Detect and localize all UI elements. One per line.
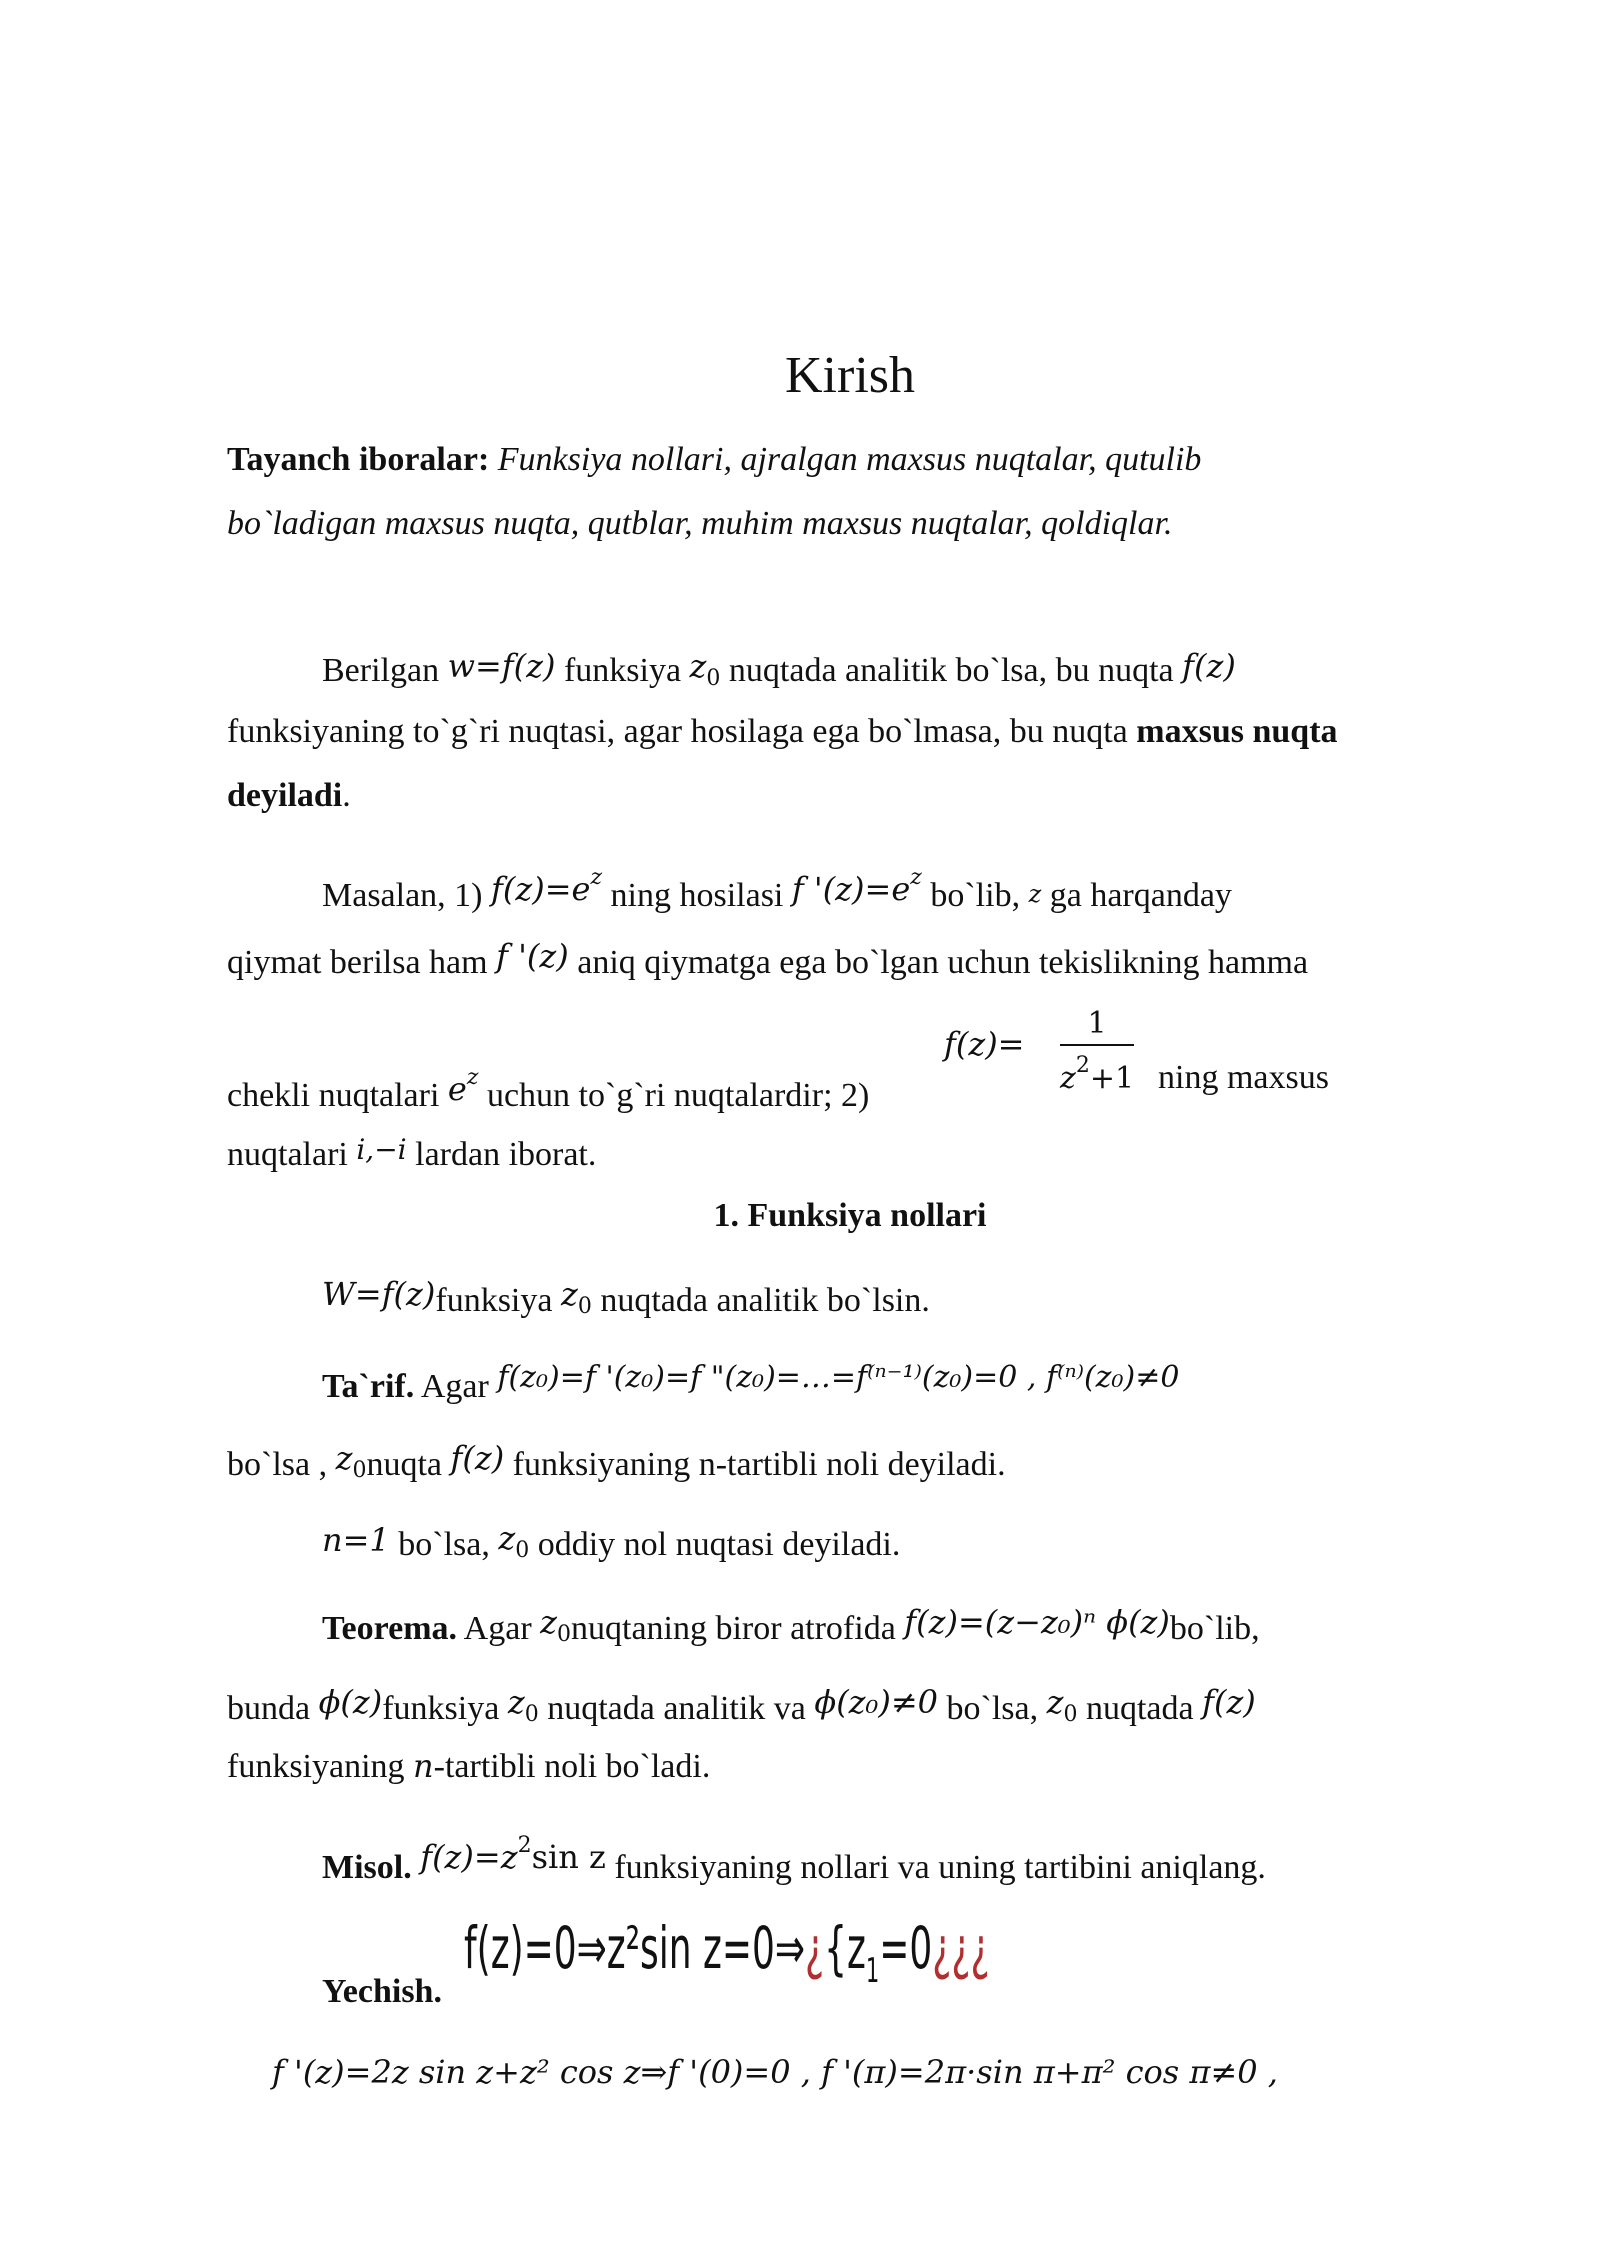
text: Berilgan xyxy=(322,652,440,689)
math-W-eq-fz: W=f(z) xyxy=(322,1275,436,1313)
para2-line-4 xyxy=(227,1130,596,1175)
math-fprime-z: f '(z) xyxy=(496,937,569,975)
text: funksiyaning xyxy=(227,1748,405,1785)
text: funksiyaning nollari va uning tartibini aniqlang. xyxy=(614,1849,1266,1886)
text: uchun to`g`ri nuqtalardir; 2) xyxy=(486,1077,870,1114)
math-fz: f(z) xyxy=(450,1439,505,1477)
definition-line-1 xyxy=(322,1358,1179,1407)
definition-label: Ta`rif. xyxy=(322,1368,415,1405)
text: ning hosilasi xyxy=(610,877,784,914)
math-example-formula: $f(z)=z^2\sin$ z xyxy=(420,1833,606,1876)
theorem-line-2 xyxy=(227,1682,1256,1735)
text: nuqtada analitik va xyxy=(547,1690,806,1727)
text: funksiyaning to`g`ri nuqtasi, agar hosilaga ega bo`lmasa, bu nuqta xyxy=(227,713,1128,750)
math-z0: $z_0$ xyxy=(335,1439,367,1483)
text: bo`lsa, xyxy=(398,1526,490,1563)
text: funksiya xyxy=(563,652,682,689)
solution-last-line: f '(z)=2z sin z+z² cos z⇒f '(0)=0 , f '(π)=2π·sin π+π² cos π≠0 , xyxy=(272,2053,1278,2091)
theorem-line-3 xyxy=(227,1746,710,1787)
text: -tartibli noli bo`ladi. xyxy=(433,1748,711,1785)
section-heading: 1. Funksiya nollari xyxy=(713,1197,987,1234)
text: Agar xyxy=(463,1610,532,1647)
fraction-denominator: $z^2+1$ xyxy=(1060,1053,1135,1096)
text: Masalan, 1) xyxy=(322,877,483,914)
definition-line-2 xyxy=(227,1438,1006,1491)
solution-label: Yechish. xyxy=(322,1973,442,2010)
text: nuqtalari xyxy=(227,1136,348,1173)
example-line xyxy=(322,1826,1266,1888)
para2-line-3 xyxy=(227,1058,869,1116)
text: nuqtada analitik bo`lsa, bu nuqta xyxy=(728,652,1174,689)
text: bo`lsa, xyxy=(946,1690,1039,1727)
definition-line-3 xyxy=(322,1518,900,1571)
para2-line-1 xyxy=(322,858,1232,916)
section1-line xyxy=(322,1274,930,1327)
solution-big-formula xyxy=(464,1908,1312,1991)
math-fz: f(z) xyxy=(1202,1683,1256,1721)
para1-line-1 xyxy=(322,646,1236,699)
math-fz: f(z) xyxy=(1182,647,1236,685)
bold-term: deyiladi xyxy=(227,777,343,814)
theorem-line-1 xyxy=(322,1602,1260,1655)
math-n: n xyxy=(413,1747,434,1785)
math-solution-formula: f(z)=0⇒z²sin $z=0\Rightarrow¿\{z_1=0¿¿¿$ xyxy=(464,1914,990,1991)
keywords-text-1: Funksiya nollari, ajralgan maxsus nuqtalar, qutulib xyxy=(497,441,1202,478)
math-i-minus-i: i,−i xyxy=(356,1133,407,1166)
math-fprime-ez: f '$(z)=e^z$ xyxy=(791,865,922,908)
math-fz-ez: $f(z)=e^z$ xyxy=(491,865,603,908)
keywords-line-1 xyxy=(227,440,1201,480)
math-phi-z0-neq-0: ϕ(z₀)≠0 xyxy=(814,1683,939,1721)
text: nuqta xyxy=(366,1446,442,1483)
text: nuqtada analitik bo`lsin. xyxy=(600,1282,930,1319)
text: nuqtaning biror atrofida xyxy=(571,1610,896,1647)
math-z0: $z_0$ xyxy=(1046,1683,1078,1727)
math-z0: $z_0$ xyxy=(498,1519,530,1563)
text: chekli nuqtalari xyxy=(227,1077,440,1114)
text: Agar xyxy=(420,1368,489,1405)
text: bo`lsa , xyxy=(227,1446,328,1483)
text: funksiya xyxy=(382,1690,500,1727)
text: bunda xyxy=(227,1690,311,1727)
math-z0: $z_0$ xyxy=(540,1603,571,1647)
text: ga harqanday xyxy=(1049,877,1232,914)
math-w-eq-fz: w=f(z) xyxy=(447,647,556,685)
text: aniq qiymatga ega bo`lgan uchun tekislikning hamma xyxy=(577,944,1309,981)
math-z0: $z_0$ xyxy=(507,1683,539,1727)
page-title: Kirish xyxy=(785,347,915,404)
math-z0: $z_0$ xyxy=(560,1275,592,1319)
para1-line-3 xyxy=(227,776,351,816)
math-n-eq-1: n=1 xyxy=(322,1521,390,1559)
text: . xyxy=(342,777,351,814)
bold-term: maxsus nuqta xyxy=(1136,713,1338,750)
text: bo`lib, xyxy=(930,877,1021,914)
keywords-line-2: bo`ladigan maxsus nuqta, qutblar, muhim maxsus nuqtalar, qoldiqlar. xyxy=(227,505,1173,542)
text: lardan iborat. xyxy=(415,1136,597,1173)
text: qiymat berilsa ham xyxy=(227,944,488,981)
text: bo`lib, xyxy=(1169,1610,1260,1647)
para1-line-2 xyxy=(227,712,1338,752)
text: funksiya xyxy=(435,1282,553,1319)
theorem-label: Teorema. xyxy=(322,1610,458,1647)
math-phi-z: ϕ(z) xyxy=(318,1683,383,1721)
text: oddiy nol nuqtasi deyiladi. xyxy=(537,1526,901,1563)
math-z0: $z_0$ xyxy=(689,647,721,691)
math-fraction-lhs: f(z)= xyxy=(944,1025,1025,1063)
example-label: Misol. xyxy=(322,1849,412,1886)
math-fraction xyxy=(1060,1004,1134,1099)
fraction-numerator: 1 xyxy=(1060,1004,1134,1046)
text: nuqtada xyxy=(1085,1690,1194,1727)
text: funksiyaning n-tartibli noli deyiladi. xyxy=(512,1446,1006,1483)
math-ez: $e^z$ xyxy=(447,1065,479,1108)
math-theorem-formula: f(z)=(z−z₀)ⁿ ϕ(z) xyxy=(904,1603,1170,1641)
math-z: z xyxy=(1028,880,1042,908)
math-definition-formula: f(z₀)=f '(z₀)=f "(z₀)=…=f⁽ⁿ⁻¹⁾(z₀)=0 , f⁽ⁿ⁾(z₀)≠0 xyxy=(497,1360,1180,1395)
para2-line-3-end: ning maxsus xyxy=(1158,1059,1329,1096)
keywords-label: Tayanch iboralar: xyxy=(227,441,490,478)
para2-line-2 xyxy=(227,936,1308,983)
